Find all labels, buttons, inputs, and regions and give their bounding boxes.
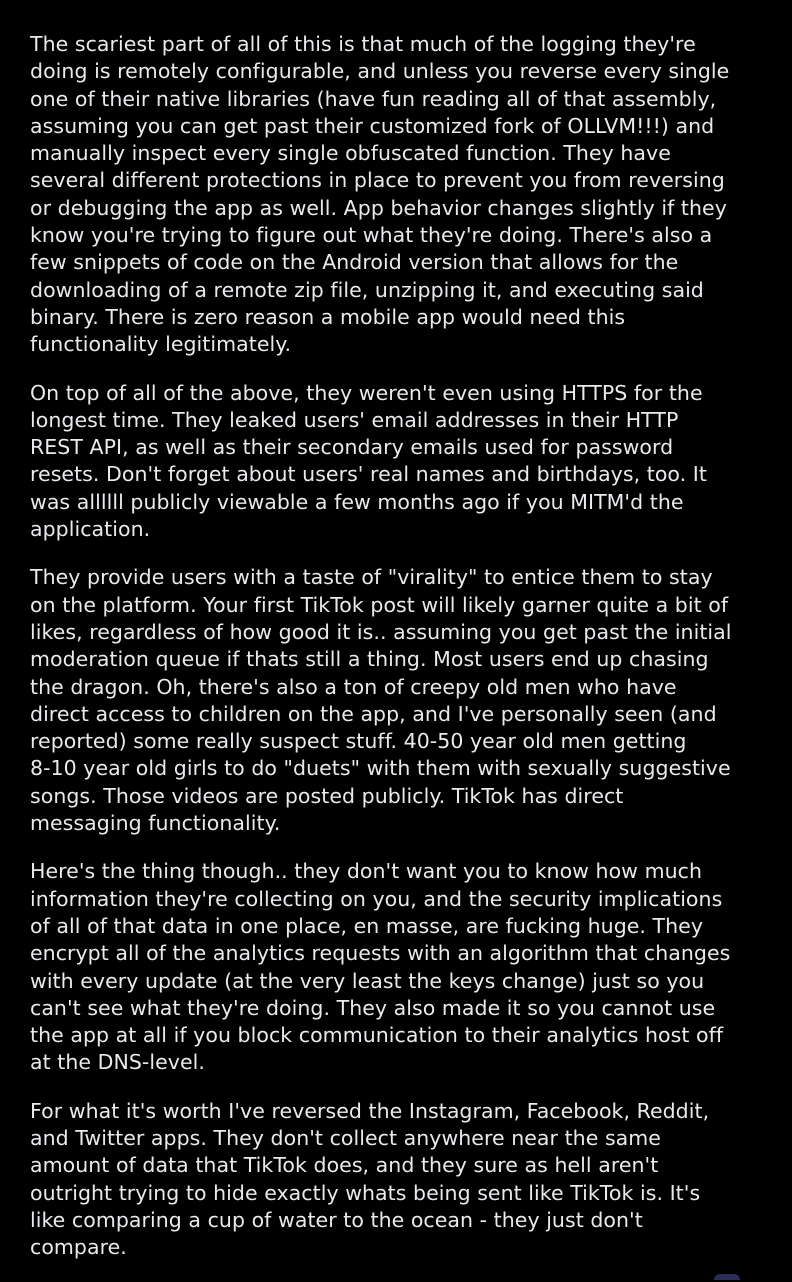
comment-line: information they're collecting on you, and the security implications bbox=[30, 886, 723, 911]
comment-line: like comparing a cup of water to the ocean - they just don't bbox=[30, 1207, 643, 1232]
comment-line: REST API, as well as their secondary emails used for password bbox=[30, 435, 674, 460]
comment-line: can't see what they're doing. They also made it so you cannot use bbox=[30, 995, 716, 1020]
comment-line: downloading of a remote zip file, unzipping it, and executing said bbox=[30, 277, 704, 302]
comment-line: For what it's worth I've reversed the Instagram, Facebook, Reddit, bbox=[30, 1098, 710, 1123]
comment-line: doing is remotely configurable, and unless you reverse every single bbox=[30, 59, 730, 84]
comment-line: know you're trying to figure out what they're doing. There's also a bbox=[30, 223, 713, 248]
comment-line: Here's the thing though.. they don't want you to know how much bbox=[30, 859, 702, 884]
comment-line: functionality legitimately. bbox=[30, 332, 292, 357]
comment-paragraph-2 bbox=[30, 380, 770, 544]
comment-line: compare. bbox=[30, 1235, 127, 1260]
comment-line: application. bbox=[30, 517, 151, 542]
comment-line: binary. There is zero reason a mobile app would need this bbox=[30, 304, 626, 329]
comment-line: The scariest part of all of this is that much of the logging they're bbox=[30, 32, 696, 56]
comment-line: assuming you can get past their customized fork of OLLVM!!!) and bbox=[30, 113, 715, 138]
comment-paragraph-1 bbox=[30, 31, 770, 359]
comment-line: longest time. They leaked users' email addresses in their HTTP bbox=[30, 407, 679, 432]
comment-line: manually inspect every single obfuscated function. They have bbox=[30, 141, 671, 166]
comment-line: resets. Don't forget about users' real names and birthdays, too. It bbox=[30, 462, 707, 487]
comment-line: several different protections in place to prevent you from reversing bbox=[30, 168, 725, 193]
comment-line: 8-10 year old girls to do "duets" with them with sexually suggestive bbox=[30, 756, 731, 781]
comment-paragraph-5 bbox=[30, 1098, 770, 1262]
comment-line: On top of all of the above, they weren't even using HTTPS for the bbox=[30, 380, 703, 405]
comment-line: and Twitter apps. They don't collect anywhere near the same bbox=[30, 1125, 661, 1150]
comment-line: with every update (at the very least the keys change) just so you bbox=[30, 968, 705, 993]
comment-line: direct access to children on the app, and I've personally seen (and bbox=[30, 701, 717, 726]
comment-line: likes, regardless of how good it is.. assuming you get past the initial bbox=[30, 619, 732, 644]
comment-line: on the platform. Your first TikTok post will likely garner quite a bit of bbox=[30, 592, 729, 617]
comment-line: the app at all if you block communication to their analytics host off bbox=[30, 1023, 724, 1048]
comment-line: at the DNS-level. bbox=[30, 1050, 205, 1075]
comment-line: songs. Those videos are posted publicly. TikTok has direct bbox=[30, 783, 624, 808]
comment-line: the dragon. Oh, there's also a ton of creepy old men who have bbox=[30, 674, 677, 699]
comment-body bbox=[30, 31, 770, 1282]
comment-line: reported) some really suspect stuff. 40-50 year old men getting bbox=[30, 729, 687, 754]
comment-line: encrypt all of the analytics requests with an algorithm that changes bbox=[30, 941, 731, 966]
comment-line: amount of data that TikTok does, and they sure as hell aren't bbox=[30, 1153, 659, 1178]
partial-avatar-icon bbox=[714, 1274, 740, 1280]
comment-line: of all of that data in one place, en masse, are fucking huge. They bbox=[30, 913, 704, 938]
comment-line: outright trying to hide exactly whats being sent like TikTok is. It's bbox=[30, 1180, 701, 1205]
comment-line: was allllll publicly viewable a few months ago if you MITM'd the bbox=[30, 489, 684, 514]
comment-line: They provide users with a taste of "virality" to entice them to stay bbox=[30, 565, 713, 590]
comment-line: few snippets of code on the Android version that allows for the bbox=[30, 250, 679, 275]
comment-paragraph-4 bbox=[30, 858, 770, 1076]
comment-paragraph-3 bbox=[30, 564, 770, 837]
comment-line: moderation queue if thats still a thing. Most users end up chasing bbox=[30, 647, 709, 672]
comment-line: messaging functionality. bbox=[30, 811, 281, 836]
comment-line: one of their native libraries (have fun reading all of that assembly, bbox=[30, 86, 717, 111]
comment-line: or debugging the app as well. App behavior changes slightly if they bbox=[30, 195, 727, 220]
